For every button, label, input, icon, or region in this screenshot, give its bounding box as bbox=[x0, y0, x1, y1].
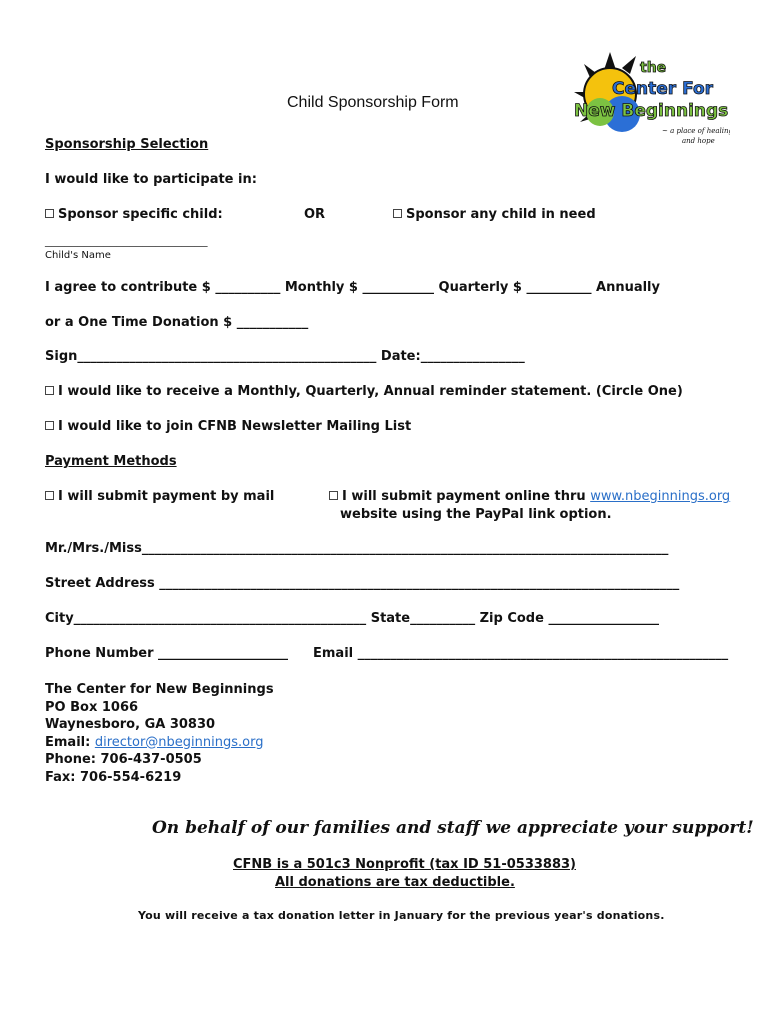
or-label: OR bbox=[304, 207, 326, 222]
logo-the: the bbox=[640, 60, 667, 76]
tax-deductible-statement: All donations are tax deductible. bbox=[275, 875, 515, 890]
logo-tagline-2: and hope bbox=[682, 137, 715, 145]
child-name-caption: Child's Name bbox=[45, 250, 111, 261]
option-any-child[interactable] bbox=[393, 207, 596, 222]
section-title-sponsorship: Sponsorship Selection bbox=[45, 137, 209, 152]
org-email-label: Email: bbox=[45, 734, 95, 750]
payment-online-line2: website using the PayPal link option. bbox=[340, 507, 612, 522]
logo-graphic bbox=[570, 42, 730, 152]
org-city-state: Waynesboro, GA 30830 bbox=[45, 717, 216, 732]
one-time-donation-line[interactable]: or a One Time Donation $ ___________ bbox=[45, 315, 309, 330]
page-title: Child Sponsorship Form bbox=[287, 94, 459, 111]
org-email-row bbox=[45, 734, 274, 752]
thank-you-message: On behalf of our families and staff we appreciate your support! bbox=[152, 818, 754, 838]
name-field[interactable]: Mr./Mrs./Miss_________________________________________________________________________________ bbox=[45, 541, 669, 556]
payment-online-label: I will submit payment online thru bbox=[342, 489, 591, 504]
reminder-option-label: I would like to receive a Monthly, Quarterly, Annual reminder statement. (Circle One) bbox=[58, 384, 683, 399]
option-specific-child-label: Sponsor specific child: bbox=[58, 207, 223, 222]
child-name-field[interactable]: _________________________ bbox=[45, 233, 208, 248]
contribute-line[interactable]: I agree to contribute $ __________ Monthly $ ___________ Quarterly $ __________ Annually bbox=[45, 280, 660, 295]
org-name: The Center for New Beginnings bbox=[45, 682, 274, 697]
cfnb-logo bbox=[570, 42, 730, 152]
checkbox-newsletter[interactable] bbox=[45, 421, 54, 430]
checkbox-reminder[interactable] bbox=[45, 386, 54, 395]
nonprofit-statement: CFNB is a 501c3 Nonprofit (tax ID 51-0533883) bbox=[233, 857, 576, 872]
logo-center-for: Center For bbox=[612, 79, 714, 99]
payment-online-option[interactable] bbox=[329, 489, 730, 504]
checkbox-pay-online[interactable] bbox=[329, 491, 338, 500]
checkbox-any-child[interactable] bbox=[393, 209, 402, 218]
org-email-link[interactable]: director@nbeginnings.org bbox=[94, 734, 264, 750]
city-state-zip-field[interactable]: City_____________________________________________ State__________ Zip Code _________________ bbox=[45, 611, 659, 626]
website-link[interactable]: www.nbeginnings.org bbox=[590, 489, 731, 504]
option-any-child-label: Sponsor any child in need bbox=[406, 207, 596, 222]
phone-number-field[interactable]: Phone Number ____________________ bbox=[45, 646, 289, 661]
org-phone: Phone: 706-437-0505 bbox=[45, 752, 202, 767]
org-address-block bbox=[45, 681, 274, 786]
logo-new-beginnings: New Beginnings bbox=[574, 101, 729, 121]
logo-tagline-1: ~ a place of healing bbox=[662, 127, 730, 135]
email-field[interactable]: Email _________________________________________________________ bbox=[313, 646, 729, 661]
tax-letter-note: You will receive a tax donation letter in January for the previous year's donations. bbox=[138, 909, 665, 922]
payment-mail-option[interactable] bbox=[45, 489, 274, 504]
payment-mail-label: I will submit payment by mail bbox=[58, 489, 275, 504]
checkbox-pay-mail[interactable] bbox=[45, 491, 54, 500]
org-fax: Fax: 706-554-6219 bbox=[45, 769, 182, 785]
newsletter-option[interactable] bbox=[45, 419, 411, 434]
newsletter-option-label: I would like to join CFNB Newsletter Mailing List bbox=[58, 419, 412, 434]
participate-prompt: I would like to participate in: bbox=[45, 172, 257, 187]
reminder-option[interactable] bbox=[45, 384, 683, 399]
option-specific-child[interactable] bbox=[45, 207, 223, 222]
street-address-field[interactable]: Street Address ________________________________________________________________________________ bbox=[45, 576, 680, 591]
org-po-box: PO Box 1066 bbox=[45, 699, 139, 715]
signature-date-line[interactable]: Sign______________________________________________ Date:________________ bbox=[45, 349, 525, 364]
section-title-payment: Payment Methods bbox=[45, 454, 177, 469]
checkbox-specific-child[interactable] bbox=[45, 209, 54, 218]
